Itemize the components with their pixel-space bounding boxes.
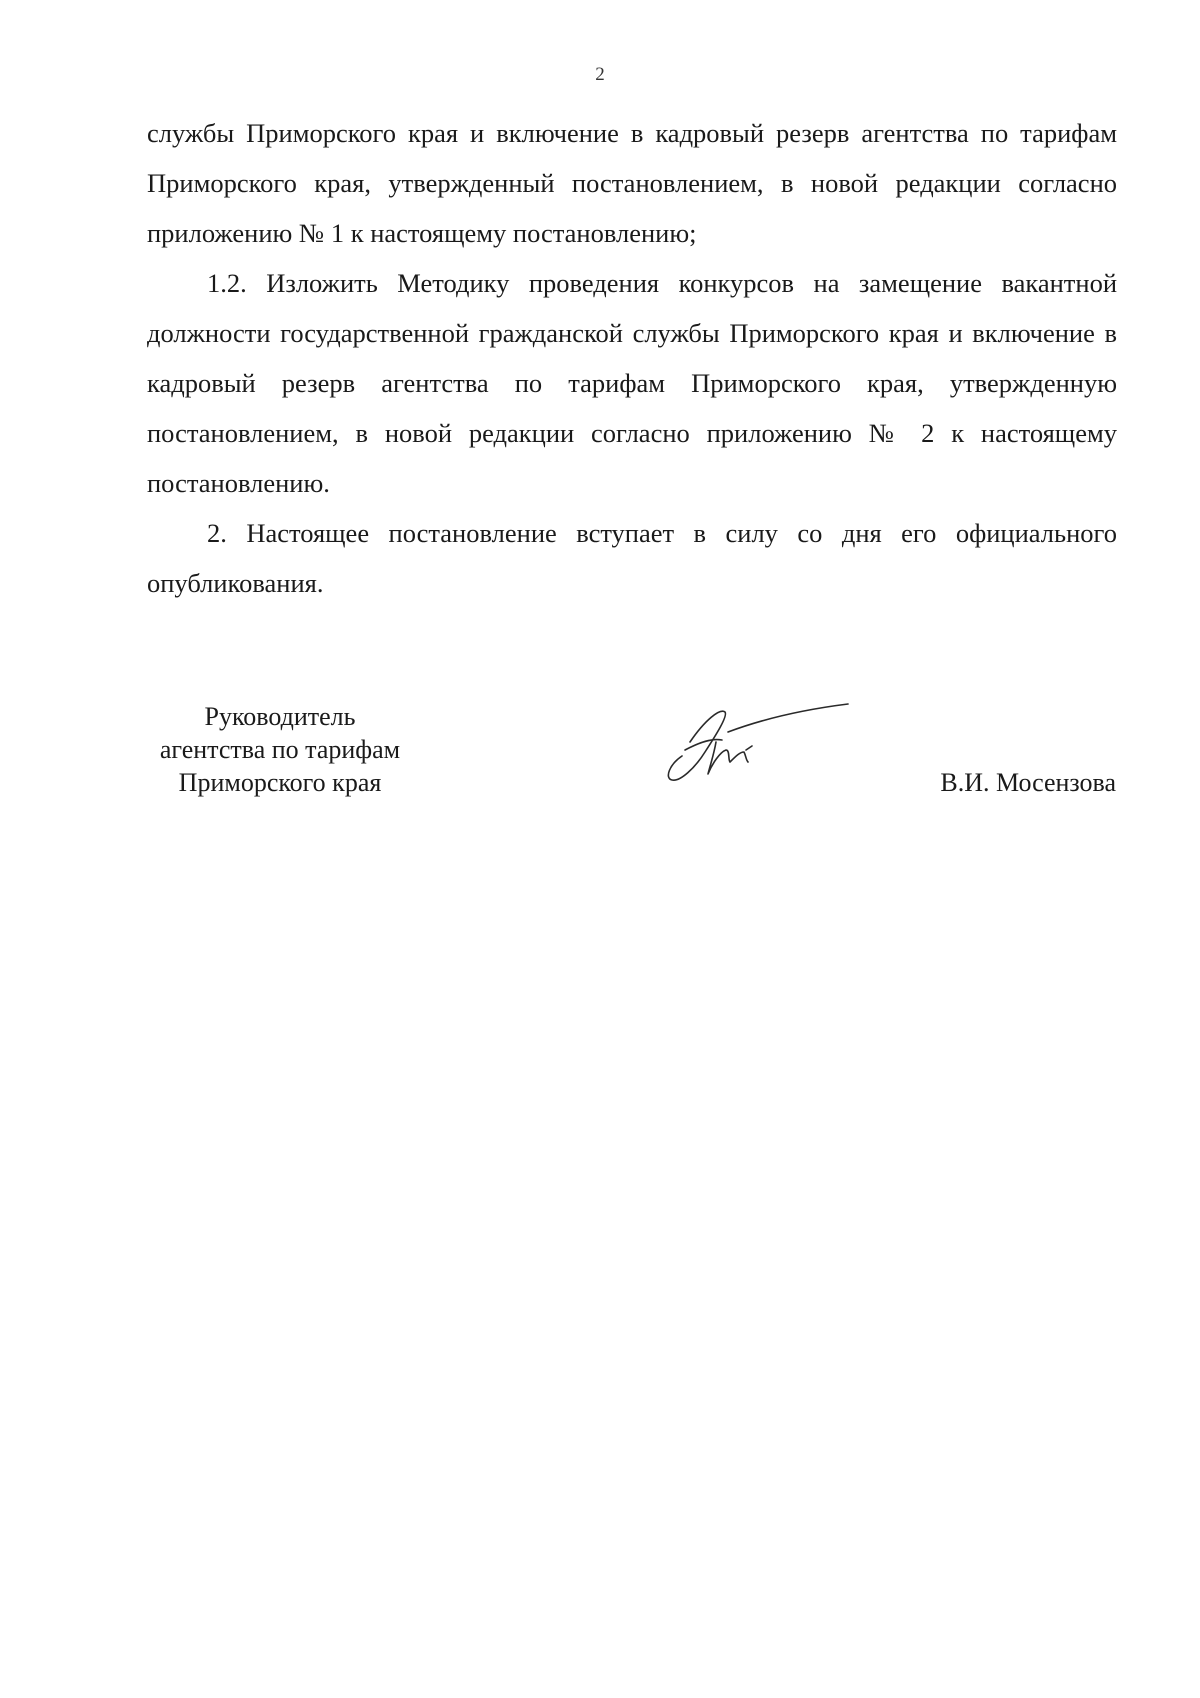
document-body [147, 108, 1117, 608]
paragraph-item-1-2: 1.2. Изложить Методику проведения конкурсов на замещение вакантной должности государственной гражданской службы Приморского края и включение в кадровый резерв агентства по тарифам Приморского края, утвержденную постановлением, в новой редакции согласно приложению № 2 к настоящему постановлению. [147, 268, 1117, 498]
handwritten-signature-icon [650, 690, 850, 800]
paragraph-continuation: службы Приморского края и включение в кадровый резерв агентства по тарифам Приморского края, утвержденный постановлением, в новой редакции согласно приложению № 1 к настоящему постановлению; [147, 118, 1117, 248]
signer-position-line: Руководитель [204, 702, 356, 731]
signer-position [140, 700, 420, 799]
signer-position-line: агентства по тарифам [159, 735, 401, 764]
page-number: 2 [595, 64, 605, 85]
paragraph-item-2: 2. Настоящее постановление вступает в силу со дня его официального опубликования. [147, 518, 1117, 598]
signature-block [140, 700, 1120, 810]
signer-position-line: Приморского края [178, 768, 382, 797]
signer-name: В.И. Мосензова [940, 768, 1116, 797]
